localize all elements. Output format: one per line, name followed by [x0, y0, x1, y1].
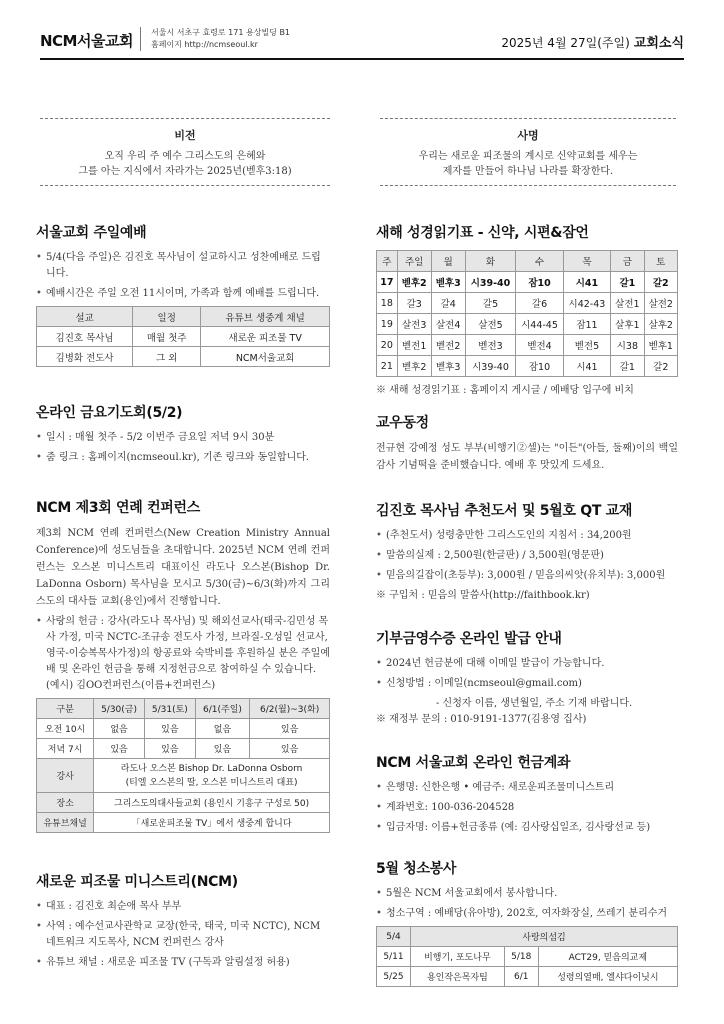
table-cell: ACT29, 믿음의교제: [538, 947, 677, 967]
table-cell: 벧후1: [644, 335, 677, 356]
table-header: 일정: [133, 307, 201, 327]
table-cell: 살전2: [644, 293, 677, 314]
table-cell: 살전3: [397, 314, 431, 335]
worship-section: [36, 222, 330, 367]
news-title: 교우동정: [376, 415, 429, 431]
speaker-cell: [94, 759, 330, 793]
address: 서울시 서초구 효령로 171 용상빌딩 B1: [151, 28, 291, 37]
table-cell: 잠10: [516, 272, 563, 293]
table-cell: 잠10: [516, 356, 563, 377]
table-cell: 시44-45: [516, 314, 563, 335]
list-item: • (추천도서) 성령충만한 그리스도인의 지침서 : 34,200원: [376, 528, 678, 544]
list-item: • 입금자명: 이름+헌금종류 (예: 김사랑십일조, 김사랑선교 등): [376, 820, 678, 836]
vision-title: 비전: [174, 129, 196, 142]
table-cell: 21: [377, 356, 398, 377]
cleaning-table: [376, 926, 678, 987]
mission-title: 사명: [517, 129, 539, 142]
news-section: [376, 412, 678, 478]
table-cell: 매월 첫주: [133, 327, 201, 347]
table-row: [377, 272, 678, 293]
table-header: 5/31(토): [144, 699, 195, 719]
table-cell: 갈3: [397, 293, 431, 314]
table-header: 6/2(월)~3(화): [250, 699, 330, 719]
bulletin-date: [501, 32, 684, 51]
table-header: 장소: [37, 793, 94, 813]
table-cell: 저녁 7시: [37, 739, 94, 759]
receipt-note: ※ 재정부 문의 : 010-9191-1377(김용영 집사): [376, 714, 587, 725]
table-cell: 벧전3: [465, 335, 516, 356]
church-brand: NCM서울교회: [40, 32, 133, 50]
list-item: • 사역 : 예수선교사관학교 교장(한국, 태국, 미국 NCTC), NCM 네트워크 지도목사, NCM 컨퍼런스 강사: [36, 919, 330, 951]
table-cell: 살후1: [611, 314, 644, 335]
ministry-title: 새로운 피조물 미니스트리(NCM): [36, 874, 238, 890]
table-cell: 비행기, 포도나무: [411, 947, 505, 967]
header-rule: [40, 58, 684, 60]
table-row: [377, 293, 678, 314]
news-paragraph: 전규현 강예정 성도 부부(비행기②셀)는 "이든"(아들, 둘째)이의 백일 감사 기념떡을 준비했습니다. 예배 후 맛있게 드세요.: [376, 443, 678, 471]
list-item: • 말씀의실제 : 2,500원(한글판) / 3,500원(영문판): [376, 548, 678, 564]
youtube-cell: 「새로운피조물 TV」에서 생중계 합니다: [94, 813, 330, 833]
table-header: 유튜브 생중계 채널: [201, 307, 330, 327]
date: 2025년 4월 27일(주일): [501, 36, 630, 50]
table-header: 주일: [397, 251, 431, 272]
vision-box: [40, 118, 330, 186]
conference-title: NCM 제3회 연례 컨퍼런스: [36, 500, 200, 516]
table-cell: 벧후3: [431, 272, 465, 293]
mission-box: [380, 118, 676, 186]
table-header: 5/30(금): [94, 699, 145, 719]
table-header: 토: [644, 251, 677, 272]
list-item: • 대표 : 김진호 최순애 목사 부부: [36, 899, 330, 915]
bible-table: [376, 250, 678, 377]
account-title: NCM 서울교회 온라인 헌금계좌: [376, 755, 571, 771]
conference-table: [36, 698, 330, 833]
vision-line2: 그를 아는 지식에서 자라가는 2025년(벧후3:18): [78, 166, 292, 177]
books-note: ※ 구입처 : 믿음의 말씀사(http://faithbook.kr): [376, 590, 590, 601]
table-header: 구분: [37, 699, 94, 719]
table-cell: 갈5: [465, 293, 516, 314]
list-item: • 믿음의길잡이(초등부): 3,000원 / 믿음의씨앗(유치부): 3,000원: [376, 568, 678, 584]
list-item: • 신청방법 : 이메일(ncmseoul@gmail.com): [376, 676, 678, 692]
worship-title: 서울교회 주일예배: [36, 225, 147, 241]
list-item: • 계좌번호: 100-036-204528: [376, 800, 678, 816]
table-cell: 김진호 목사님: [37, 327, 133, 347]
table-cell: 5/25: [377, 967, 411, 987]
table-cell: 잠11: [563, 314, 610, 335]
list-item: • 줌 링크 : 홈페이지(ncmseoul.kr), 기존 링크와 동일합니다.: [36, 450, 330, 466]
speaker-line1: 라도나 오스본 Bishop Dr. LaDonna Osborn: [120, 763, 303, 774]
list-item: • 예배시간은 주일 오전 11시이며, 가족과 함께 예배를 드립니다.: [36, 286, 330, 302]
table-cell: 벧후3: [431, 356, 465, 377]
table-cell: 그 외: [133, 347, 201, 367]
list-item: • 5/4(다음 주일)은 김진호 목사님이 설교하시고 성찬예배로 드립니다.: [36, 250, 330, 282]
table-cell: 18: [377, 293, 398, 314]
table-cell: 갈1: [611, 356, 644, 377]
bulletin-title: 교회소식: [633, 36, 684, 51]
friday-section: [36, 402, 330, 470]
table-cell: 있음: [94, 739, 145, 759]
list-item: • 5월은 NCM 서울교회에서 봉사합니다.: [376, 886, 678, 902]
table-cell: 성령의열매, 엘샤다이닛시: [538, 967, 677, 987]
mission-line1: 우리는 새로운 피조물의 계시로 신약교회를 세우는: [418, 151, 638, 162]
table-row: [377, 314, 678, 335]
table-cell: 오전 10시: [37, 719, 94, 739]
table-cell: 20: [377, 335, 398, 356]
list-item: • 사랑의 헌금 : 강사(라도나 목사님) 및 해외선교사(태국-김민성 목사 가정, 미국 NCTC-조규송 전도사 가정, 브라질-오성일 선교사, 영국-이승복목사가정)의 항공료와 숙박비를 후원하실 분은 주일예배 및 온라인 헌금을 통해 지정헌금으로 참여하실 수 있습니다. (예시) 김OO컨퍼런스(이름+컨퍼런스): [36, 614, 330, 694]
table-cell: 갈4: [431, 293, 465, 314]
table-cell: 없음: [94, 719, 145, 739]
table-cell: 용인작은목자팀: [411, 967, 505, 987]
table-header: 사랑의섬김: [411, 927, 678, 947]
address-block: [140, 27, 290, 51]
table-cell: 벧전2: [431, 335, 465, 356]
account-section: [376, 752, 678, 840]
table-cell: 살전1: [611, 293, 644, 314]
place-cell: 그리스도의대사들교회 (용인시 기흥구 구성로 50): [94, 793, 330, 813]
table-cell: 벧전4: [516, 335, 563, 356]
table-cell: 시42-43: [563, 293, 610, 314]
mission-line2: 제자를 만들어 하나님 나라를 확장한다.: [442, 166, 614, 177]
table-cell: 5/18: [504, 947, 538, 967]
table-header: 6/1(주일): [195, 699, 249, 719]
table-cell: 갈1: [611, 272, 644, 293]
table-cell: 없음: [195, 719, 249, 739]
table-cell: 시41: [563, 272, 610, 293]
table-header: 목: [563, 251, 610, 272]
table-header: 5/4: [377, 927, 411, 947]
table-cell: 갈2: [644, 272, 677, 293]
books-section: [376, 500, 678, 604]
table-cell: 갈2: [644, 356, 677, 377]
friday-title: 온라인 금요기도회(5/2): [36, 405, 183, 421]
cleaning-section: [376, 858, 678, 987]
worship-table: [36, 306, 330, 367]
table-cell: 있음: [144, 739, 195, 759]
receipt-section: [376, 628, 678, 728]
table-header: 화: [465, 251, 516, 272]
table-header: 월: [431, 251, 465, 272]
table-cell: 6/1: [504, 967, 538, 987]
bible-section: [376, 222, 678, 399]
table-cell: 있음: [250, 739, 330, 759]
table-header: 주: [377, 251, 398, 272]
table-cell: NCM서울교회: [201, 347, 330, 367]
table-cell: 시39-40: [465, 272, 516, 293]
list-item: • 청소구역 : 예배당(유아방), 202호, 여자화장실, 쓰레기 분리수거: [376, 906, 678, 922]
table-cell: 갈6: [516, 293, 563, 314]
table-cell: 5/11: [377, 947, 411, 967]
table-cell: 19: [377, 314, 398, 335]
table-cell: 벧후2: [397, 356, 431, 377]
bible-title: 새해 성경읽기표 - 신약, 시편&잠언: [376, 225, 589, 241]
list-item: • 일시 : 매월 첫주 - 5/2 이번주 금요일 저녁 9시 30분: [36, 430, 330, 446]
table-cell: 김병화 전도사: [37, 347, 133, 367]
list-item: • 유튜브 채널 : 새로운 피조물 TV (구독과 알림설정 허용): [36, 955, 330, 971]
table-cell: 있음: [250, 719, 330, 739]
table-header: 유튜브채널: [37, 813, 94, 833]
table-row: [377, 356, 678, 377]
table-cell: 있음: [144, 719, 195, 739]
receipt-sub: - 신청자 이름, 생년월일, 주소 기재 바랍니다.: [436, 698, 633, 709]
table-header: 수: [516, 251, 563, 272]
table-cell: 살후2: [644, 314, 677, 335]
table-header: 강사: [37, 759, 94, 793]
table-cell: 벧전5: [563, 335, 610, 356]
table-cell: 시41: [563, 356, 610, 377]
bible-note: ※ 새해 성경읽기표 : 홈페이지 게시글 / 예배당 입구에 비치: [376, 385, 634, 396]
table-cell: 벧전1: [397, 335, 431, 356]
table-cell: 있음: [195, 739, 249, 759]
header: [40, 26, 684, 52]
speaker-line2: (티엘 오스본의 딸, 오스본 미니스트리 대표): [125, 777, 298, 788]
table-cell: 벧후2: [397, 272, 431, 293]
books-title: 김진호 목사님 추천도서 및 5월호 QT 교재: [376, 503, 633, 519]
table-cell: 살전4: [431, 314, 465, 335]
vision-line1: 오직 우리 주 예수 그리스도의 은혜와: [104, 151, 266, 162]
cleaning-title: 5월 청소봉사: [376, 861, 457, 877]
table-row: [377, 335, 678, 356]
homepage: 홈페이지 http://ncmseoul.kr: [151, 40, 258, 49]
table-cell: 새로운 피조물 TV: [201, 327, 330, 347]
table-cell: 17: [377, 272, 398, 293]
conference-section: [36, 497, 330, 833]
list-item: • 은행명: 신한은행 • 예금주: 새로운피조물미니스트리: [376, 780, 678, 796]
table-cell: 시39-40: [465, 356, 516, 377]
conference-paragraph: 제3회 NCM 연례 컨퍼런스(New Creation Ministry Annual Conference)에 성도님들을 초대합니다. 2025년 NCM 연례 컨퍼런스는 오스본 미니스트리 대표이신 라도나 오스본(Bishop Dr. LaDonna Osborn) 목사님을 모시고 5/30(금)~6/3(화)까지 그리스도의 대사들 교회(용인)에서 진행합니다.: [36, 528, 330, 607]
receipt-title: 기부금영수증 온라인 발급 안내: [376, 631, 562, 647]
table-header: 설교: [37, 307, 133, 327]
list-item: • 2024년 헌금분에 대해 이메일 발급이 가능합니다.: [376, 656, 678, 672]
table-header: 금: [611, 251, 644, 272]
table-cell: 시38: [611, 335, 644, 356]
ministry-section: [36, 871, 330, 975]
table-cell: 살전5: [465, 314, 516, 335]
